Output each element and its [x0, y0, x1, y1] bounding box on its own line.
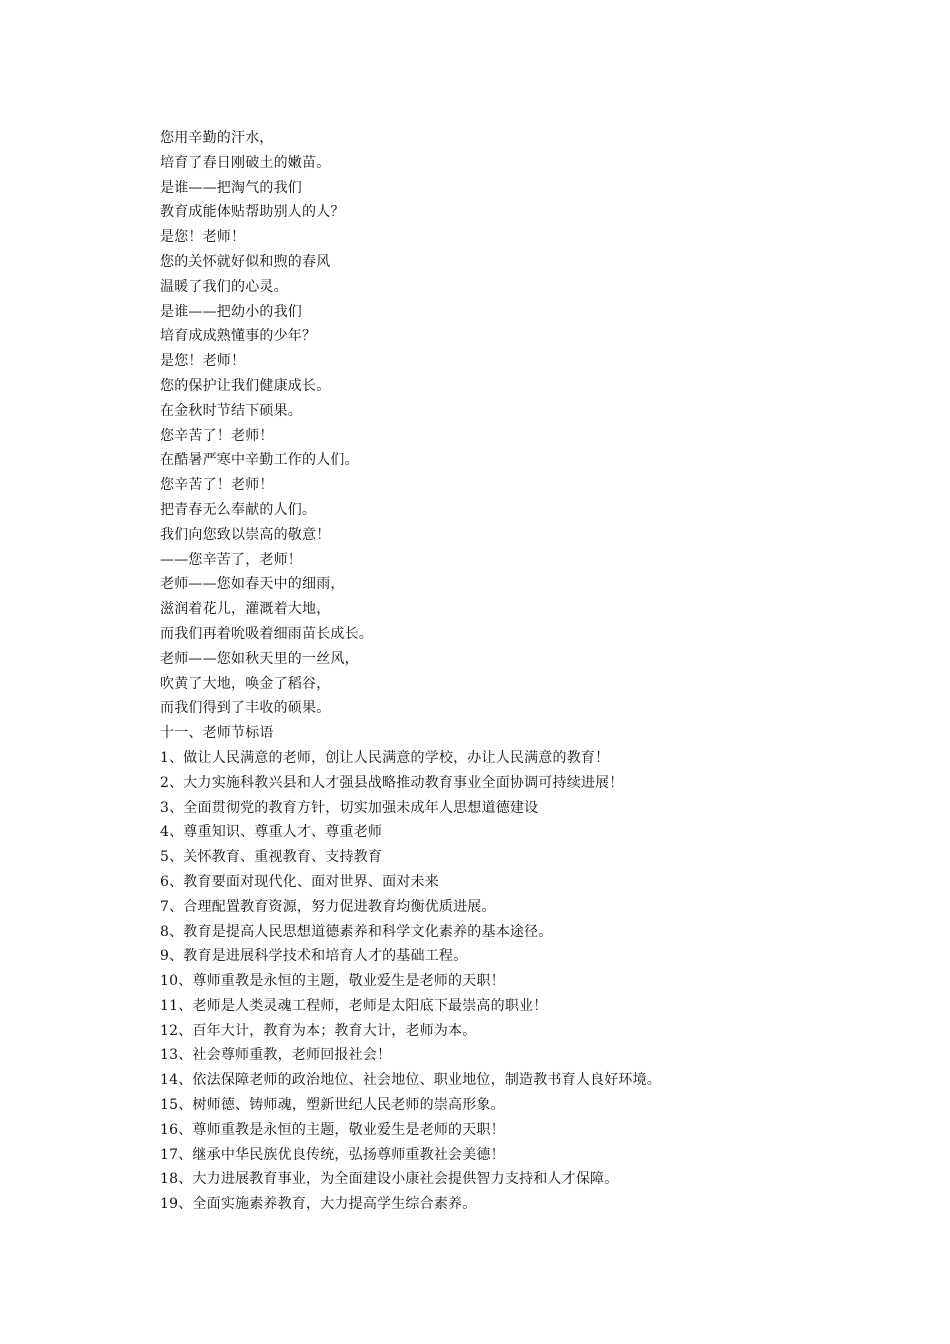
text-line: 19、全面实施素养教育，大力提高学生综合素养。 — [160, 1196, 477, 1213]
document-body — [160, 126, 900, 1217]
text-line: 您的保护让我们健康成长。 — [160, 377, 331, 394]
text-line: 我们向您致以崇高的敬意！ — [160, 526, 331, 543]
text-line: 7、合理配置教育资源，努力促进教育均衡优质进展。 — [160, 898, 496, 915]
text-line: 十一、老师节标语 — [160, 725, 274, 742]
text-line: 3、全面贯彻党的教育方针，切实加强未成年人思想道德建设 — [160, 799, 539, 816]
text-line: 11、老师是人类灵魂工程师，老师是太阳底下最崇高的职业！ — [160, 997, 548, 1014]
text-line: 老师——您如春天中的细雨， — [160, 576, 345, 593]
text-line: 9、教育是进展科学技术和培育人才的基础工程。 — [160, 948, 468, 965]
text-line: 吹黄了大地，唤金了稻谷， — [160, 675, 331, 692]
text-line: 12、百年大计，教育为本；教育大计，老师为本。 — [160, 1022, 477, 1039]
text-line: 老师——您如秋天里的一丝风， — [160, 650, 359, 667]
text-line: 18、大力进展教育事业，为全面建设小康社会提供智力支持和人才保障。 — [160, 1171, 619, 1188]
text-line: 17、继承中华民族优良传统，弘扬尊师重教社会美德！ — [160, 1146, 505, 1163]
text-line: 把青春无么奉献的人们。 — [160, 501, 317, 518]
text-line: 培育了春日刚破土的嫩苗。 — [160, 154, 331, 171]
text-line: 10、尊师重教是永恒的主题，敬业爱生是老师的天职！ — [160, 973, 505, 990]
text-line: 1、做让人民满意的老师，创让人民满意的学校，办让人民满意的教育！ — [160, 749, 610, 766]
text-line: 您的关怀就好似和煦的春风 — [160, 253, 331, 270]
text-line: 6、教育要面对现代化、面对世界、面对未来 — [160, 873, 439, 890]
text-line: 滋润着花儿，灌溉着大地， — [160, 601, 331, 618]
text-line: 在金秋时节结下硕果。 — [160, 402, 302, 419]
text-line: 15、树师德、铸师魂，塑新世纪人民老师的崇高形象。 — [160, 1097, 505, 1114]
text-line: 您辛苦了！老师！ — [160, 427, 274, 444]
text-line: ——您辛苦了，老师！ — [160, 551, 302, 568]
text-line: 13、社会尊师重教，老师回报社会！ — [160, 1047, 392, 1064]
text-line: 在酷暑严寒中辛勤工作的人们。 — [160, 452, 359, 469]
text-line: 是您！老师！ — [160, 353, 246, 370]
text-line: 而我们得到了丰收的硕果。 — [160, 700, 331, 717]
text-line: 8、教育是提高人民思想道德素养和科学文化素养的基本途径。 — [160, 923, 553, 940]
text-line: 14、依法保障老师的政治地位、社会地位、职业地位，制造教书育人良好环境。 — [160, 1072, 662, 1089]
text-line: 您辛苦了！老师！ — [160, 477, 274, 494]
text-line: 您用辛勤的汗水， — [160, 130, 274, 146]
text-line: 温暖了我们的心灵。 — [160, 278, 288, 295]
text-line: 2、大力实施科教兴县和人才强县战略推动教育事业全面协调可持续进展！ — [160, 774, 624, 791]
text-line: 教育成能体贴帮助别人的人？ — [160, 204, 345, 221]
text-line: 培育成成熟懂事的少年？ — [160, 328, 317, 345]
text-line: 而我们再着吮吸着细雨苗长成长。 — [160, 625, 373, 642]
text-line: 是谁——把幼小的我们 — [160, 303, 302, 320]
text-line: 4、尊重知识、尊重人才、尊重老师 — [160, 824, 383, 841]
text-line: 是您！老师！ — [160, 229, 246, 246]
text-line: 5、关怀教育、重视教育、支持教育 — [160, 849, 383, 866]
text-line: 是谁——把淘气的我们 — [160, 179, 302, 196]
text-line: 16、尊师重教是永恒的主题，敬业爱生是老师的天职！ — [160, 1121, 505, 1138]
